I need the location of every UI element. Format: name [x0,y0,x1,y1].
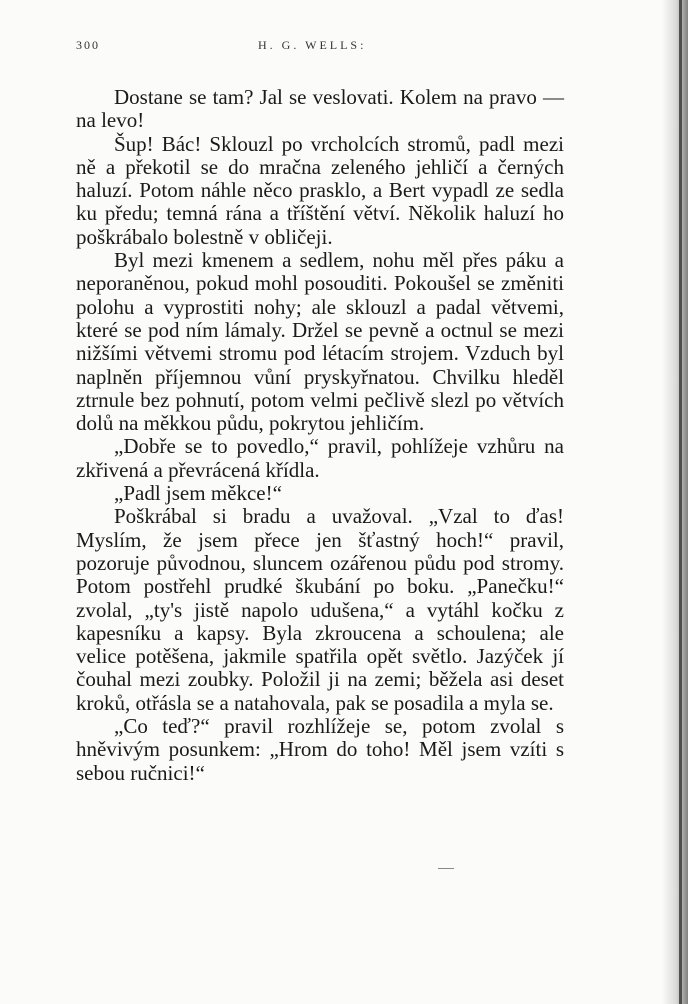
running-head-author: H. G. WELLS: [258,38,367,52]
paragraph: Byl mezi kmenem a sedlem, nohu měl přes páku a neporaněnou, pokud mohl posouditi. Pokoušel se změniti polohu a vyprostiti nohy; ale sklouzl a padal větvemi, které se pod ním lámaly. Držel se pevně a octnul se mezi nižšími větvemi stromu pod létacím strojem. Vzduch byl naplněn příjemnou vůní pryskyřnatou. Chvilku hleděl ztrnule bez pohnutí, potom velmi pečlivě slezl po větvích dolů na měkkou půdu, pokrytou jehličím. [76,248,564,436]
page-number: 300 [76,38,100,52]
page-edge-shadow [662,0,688,1004]
body-text [76,86,564,785]
paragraph: „Padl jsem měkce!“ [114,481,282,506]
paragraph: „Dobře se to povedlo,“ pravil, pohlížeje vzhůru na zkřivená a převrácená křídla. [76,434,564,482]
paragraph: Poškrábal si bradu a uvažoval. „Vzal to ďas! Myslím, že jsem přece jen šťastný hoch!“ pravil, pozoruje původnou, sluncem ozářenou půdu pod stromy. Potom postřehl prudké škubání po boku. „Panečku!“ zvolal, „ty's jistě napolo udušena,“ a vytáhl kočku z kapesníku a kapsy. Byla zkroucena a schoulena; ale velice potěšena, jakmile spatřila opět světlo. Jazýček jí čouhal mezi zoubky. Položil ji na zemi; běžela asi deset kroků, otřásla se a natahovala, pak se posadila a myla se. [76,504,564,715]
paragraph: „Co teď?“ pravil rozhlížeje se, potom zvolal s hněvivým posunkem: „Hrom do toho! Měl jsem vzíti s sebou ručnici!“ [76,714,564,785]
paragraph: Šup! Bác! Sklouzl po vrcholcích stromů, padl mezi ně a překotil se do mračna zeleného jehličí a černých haluzí. Potom náhle něco prasklo, a Bert vypadl ze sedla ku předu; temná rána a tříštění větví. Několik haluzí ho poškrábalo bolestně v obličeji. [76,131,564,249]
ink-mark [438,868,454,869]
paragraph: Dostane se tam? Jal se veslovati. Kolem na pravo — na levo! [76,85,564,133]
running-head [0,36,688,56]
page-edge-line [679,0,682,1004]
